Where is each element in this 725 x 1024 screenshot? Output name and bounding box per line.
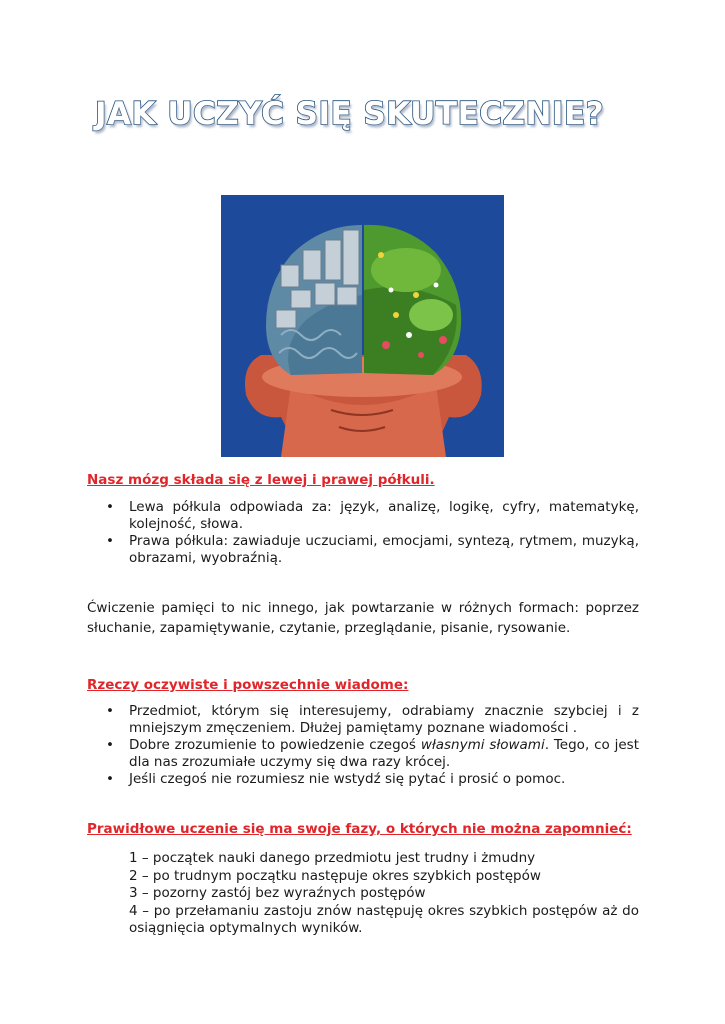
phase-item: 1 – początek nauki danego przedmiotu jest trudny i żmudny <box>129 850 536 866</box>
bullet-icon: • <box>106 771 114 787</box>
brain-illustration <box>221 195 504 457</box>
emphasis: własnymi słowami <box>420 737 545 753</box>
page-title: JAK UCZYĆ SIĘ SKUTECZNIE? <box>95 96 605 132</box>
section-heading-obvious: Rzeczy oczywiste i powszechnie wiadome: <box>87 677 409 693</box>
bullet-icon: • <box>106 533 114 549</box>
obvious-facts-list <box>106 703 639 788</box>
phase-item: 4 – po przełamaniu zastoju znów następuję okres szybkich postępów aż do osiągnięcia optymalnych wyników. <box>129 902 639 936</box>
phase-item: 2 – po trudnym początku następuje okres szybkich postępów <box>129 867 541 884</box>
memory-paragraph: Ćwiczenie pamięci to nic innego, jak powtarzanie w różnych formach: poprzez słuchanie, zapamiętywanie, czytanie, przeglądanie, pisanie, rysowanie. <box>87 600 639 636</box>
section-heading-brain: Nasz mózg składa się z lewej i prawej półkuli. <box>87 472 435 488</box>
section-heading-phases: Prawidłowe uczenie się ma swoje fazy, o których nie można zapomnieć: <box>87 821 632 837</box>
phase-item: 3 – pozorny zastój bez wyraźnych postępów <box>129 885 426 901</box>
brain-hemispheres-list <box>106 499 639 567</box>
list-item: • Przedmiot, którym się interesujemy, odrabiamy znacznie szybciej i z mniejszym zmęczeniem. Dłużej pamiętamy poznane wiadomości . <box>106 703 639 736</box>
list-item: • Dobre zrozumienie to powiedzenie czegoś własnymi słowami. Tego, co jest dla nas zrozumiałe uczymy się dwa razy krócej. <box>106 737 639 770</box>
bullet-icon: • <box>106 737 114 753</box>
bullet-icon: • <box>106 703 114 719</box>
learning-phases <box>129 850 639 938</box>
list-item: • Jeśli czegoś nie rozumiesz nie wstydź się pytać i prosić o pomoc. <box>106 771 566 787</box>
list-item: • Lewa półkula odpowiada za: język, analizę, logikę, cyfry, matematykę, kolejność, słowa. <box>106 499 639 532</box>
list-item: • Prawa półkula: zawiaduje uczuciami, emocjami, syntezą, rytmem, muzyką, obrazami, wyobraźnią. <box>106 533 639 566</box>
bullet-icon: • <box>106 499 114 515</box>
